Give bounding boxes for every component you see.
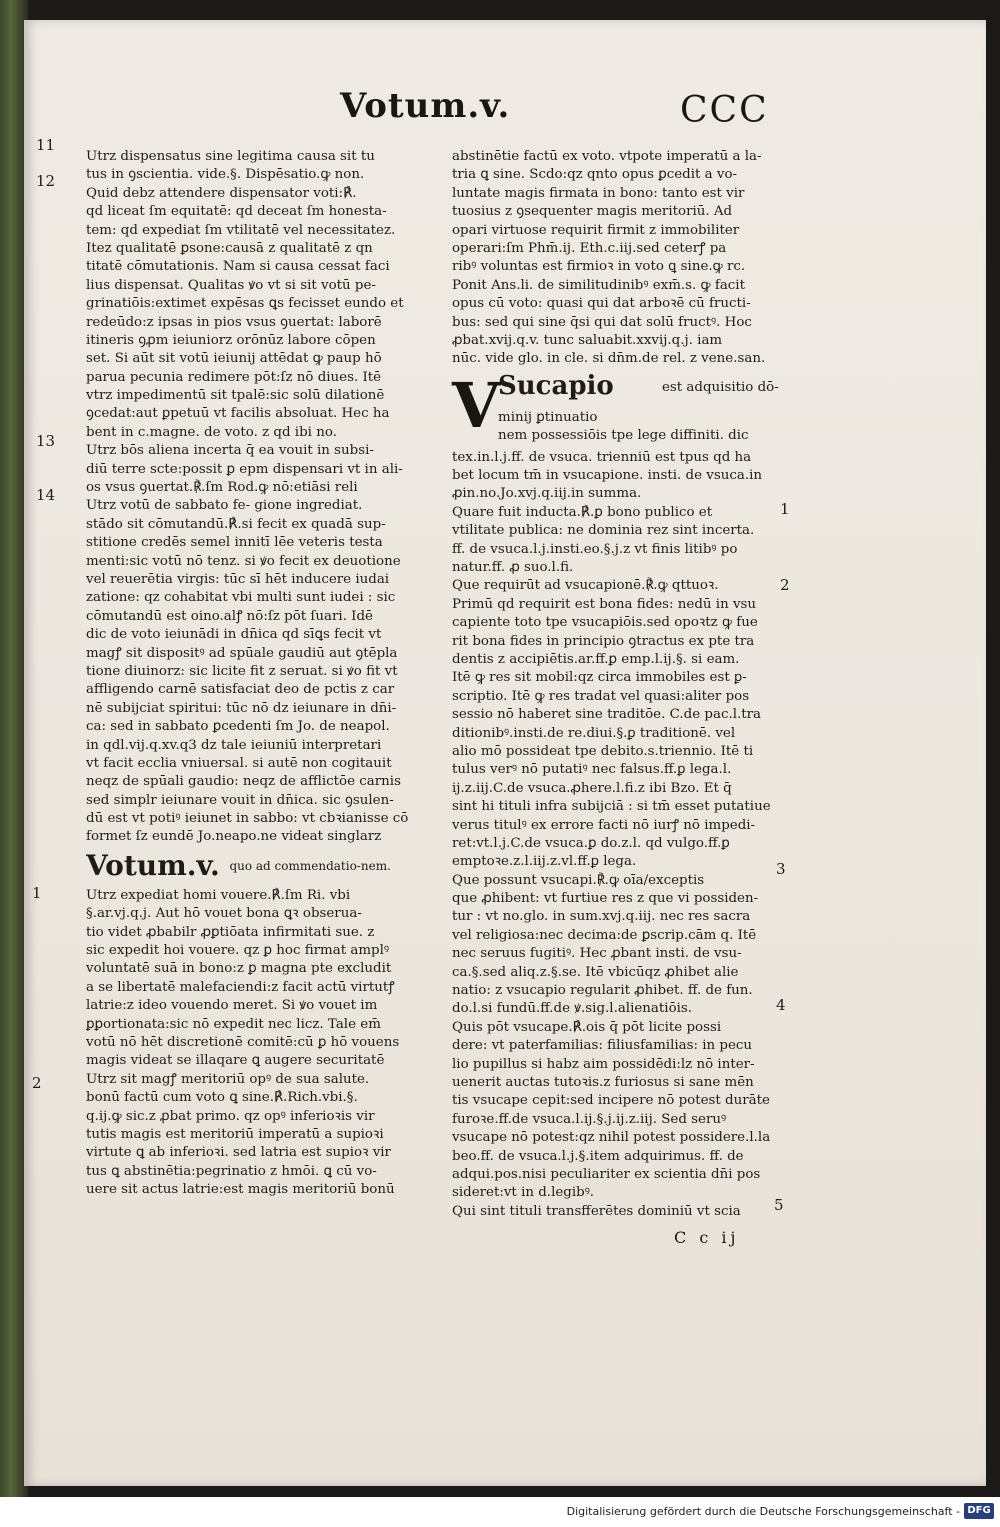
text-line: Quare fuit inducta.℟.ꝑ bono publico et — [452, 504, 713, 520]
text-line: vel reuerētia virgis: tūc sī hēt inducere iudai — [86, 571, 390, 587]
text-line: scriptio. Itē ꝙ res tradat vel quasi:aliter pos — [452, 688, 750, 704]
left-column-lines-a — [86, 148, 426, 847]
subheading-word: Votum.v. — [86, 848, 220, 882]
right-column-lines-a — [452, 148, 792, 369]
text-line: sint hi tituli infra subijciā : si tm̄ esset putatiue — [452, 799, 771, 815]
text-line: abstinētie factū ex voto. vtpote imperatū a la- — [452, 149, 762, 164]
text-line: lius dispensat. Qualitas ꝟo vt si sit votū pe- — [86, 277, 376, 293]
text-line: vel religiosa:nec decima:de ꝑscrip.cām q. Itē — [452, 927, 757, 943]
initial-heading-continuation: est adquisitio dō- — [662, 379, 779, 395]
text-line: zatione: qz cohabitat vbi multi sunt iudei : sic — [86, 590, 396, 606]
dfg-logo: DFG — [964, 1503, 994, 1519]
text-line: alio mō possideat tpe debito.s.triennio. Itē ti — [452, 743, 754, 759]
text-line: opus cū voto: quasi qui dat arboꝛē cū fructi- — [452, 296, 751, 312]
text-line: diū terre scte:possit ꝑ epm dispensari vt in ali- — [86, 461, 403, 477]
text-line: Utrz bōs aliena incerta q̄ ea vouit in subsi- — [86, 443, 374, 459]
text-line: latrie:z ideo vouendo meret. Si ꝟo vouet im — [86, 998, 378, 1014]
usucapio-initial-block — [452, 368, 792, 449]
section-subheading — [86, 849, 426, 885]
text-line: §.ar.vj.q.j. Aut hō vouet bona ꝗꝛ obserua- — [86, 906, 362, 922]
margin-number-12: 12 — [36, 172, 56, 190]
text-line: bent in c.magne. de voto. z qd ibi no. — [86, 424, 337, 440]
text-line: opari virtuose requirit firmit z immobiliter — [452, 222, 740, 238]
text-line: sideret:vt in d.legibꝰ. — [452, 1185, 595, 1201]
text-line: ꝑꝑortionata:sic nō expedit nec licz. Tale em̄ — [86, 1016, 381, 1032]
margin-number-left-1: 1 — [32, 884, 42, 902]
text-line: operari:ſm Phm̄.ij. Eth.c.iij.sed ceterꝭ pa — [452, 240, 727, 256]
text-line: rit bona fides in principio ꝯtractus ex pte tra — [452, 633, 755, 649]
text-line: ribꝰ voluntas est firmioꝛ in voto ꝗ sine.ꝙ rc. — [452, 259, 746, 275]
footer-credit-text: Digitalisierung gefördert durch die Deutsche Forschungsgemeinschaft - — [566, 1505, 960, 1518]
text-line: tio videt ꝓbabilr ꝓꝑtiōata infirmitati sue. z — [86, 924, 375, 940]
text-line: sed simplr ieiunare vouit in dn̄ica. sic ꝯsulen- — [86, 792, 394, 808]
text-line: bus: sed qui sine q̄si qui dat solū fructꝰ. Hoc — [452, 314, 752, 330]
text-line: ꝓbat.xvij.q.v. tunc saluabit.xxvij.q.j. iam — [452, 332, 723, 348]
text-line: votū nō hēt discretionē comitē:cū ꝑ hō vouens — [86, 1034, 400, 1050]
text-line: adqui.pos.nisi peculiariter ex scientia dn̄i pos — [452, 1166, 761, 1182]
text-line: tutis magis est meritoriū imperatū a supioꝛi — [86, 1126, 384, 1142]
text-line: tus in ꝯscientia. vide.§. Dispēsatio.ꝙ non. — [86, 167, 365, 183]
text-line: nē subijciat spiritui: tūc nō dz ieiunare in dn̄i- — [86, 700, 397, 716]
text-line: Que requirūt ad vsucapionē.℟.ꝙ qttuoꝛ. — [452, 578, 719, 594]
text-line: vtrz impedimentū sit tpalē:sic solū dilationē — [86, 388, 385, 404]
text-line: tur : vt no.glo. in sum.xvj.q.iij. nec res sacra — [452, 909, 751, 925]
text-line: capiente toto tpe vsucapiōis.sed opoꝛtz ꝙ fue — [452, 615, 758, 631]
initial-indented-lines — [498, 409, 792, 446]
text-line: stitione credēs semel innitī lēe veteris testa — [86, 535, 383, 551]
text-line: nec seruus fugitiꝰ. Hec ꝓbant insti. de vsu- — [452, 946, 742, 962]
text-line: tis vsucape cepit:sed incipere nō potest durāte — [452, 1093, 770, 1109]
text-line: menti:sic votū nō tenz. si ꝟo fecit ex deuotione — [86, 553, 401, 569]
signature-mark: C c ij — [674, 1228, 740, 1247]
text-line: emptoꝛe.z.l.iij.z.vl.ff.ꝑ lega. — [452, 854, 637, 870]
text-line: nūc. vide glo. in cle. si dn̄m.de rel. z vene.san. — [452, 351, 766, 367]
text-line: parua pecunia redimere pōt:ſz nō diues. Itē — [86, 369, 382, 385]
text-line: Que possunt vsucapi.℟.ꝙ oīa/exceptis — [452, 872, 705, 888]
margin-number-right-2: 2 — [780, 576, 790, 594]
text-line: vtilitate publica: ne dominia rez sint incerta. — [452, 523, 755, 539]
text-line: bet locum tm̄ in vsucapione. insti. de vsuca.in — [452, 468, 762, 484]
text-line: vt facit ecclia vniuersal. si autē non cogitauit — [86, 755, 392, 771]
text-line: titatē cōmutationis. Nam si causa cessat faci — [86, 259, 390, 275]
text-line: stādo sit cōmutandū.℟.si fecit ex quadā sup- — [86, 516, 386, 532]
text-line: a se libertatē malefaciendi:z facit actū virtutꝭ — [86, 979, 395, 995]
text-line: dic de voto ieiunādi in dn̄ica qd sīꝗs fecit vt — [86, 627, 382, 643]
margin-number-right-1: 1 — [780, 500, 790, 518]
text-line: Utrz sit magꝭ meritoriū opꝰ de sua salute. — [86, 1071, 370, 1087]
margin-number-13: 13 — [36, 432, 56, 450]
text-line: itineris ꝯꝓm ieiuniorz orōnūz labore cōpen — [86, 332, 376, 348]
text-line: Quid debz attendere dispensator voti:℟. — [86, 185, 357, 201]
text-line: bonū factū cum voto ꝗ sine.℟.Rich.vbi.§. — [86, 1090, 358, 1106]
text-line: Itē ꝙ res sit mobil:qz circa immobiles est ꝑ- — [452, 670, 747, 686]
text-line: lio pupillus si habz aim possidēdi:lz nō inter- — [452, 1056, 755, 1072]
margin-number-14: 14 — [36, 486, 56, 504]
text-line: q.ij.ꝙ sic.z ꝓbat primo. qz opꝰ inferioꝛis vir — [86, 1108, 375, 1124]
text-line: minij ꝑtinuatio — [498, 409, 598, 425]
text-line: Quis pōt vsucape.℟.ois q̄ pōt licite possi — [452, 1019, 722, 1035]
text-line: do.l.si fundū.ff.de ꝟ.sig.l.alienatiōis. — [452, 1001, 693, 1017]
text-line: magꝭ sit dispositꝰ ad spūale gaudiū aut ꝯtēpla — [86, 645, 398, 661]
text-line: tem: qd expediat ſm vtilitatē vel necessitatez. — [86, 222, 396, 238]
text-line: Utrz expediat homi vouere.℟.ſm Ri. vbi — [86, 887, 351, 903]
text-line: affligendo carnē satisfaciat deo de pctis z car — [86, 682, 395, 698]
right-column-lines-b — [452, 449, 792, 1221]
text-line: Utrz dispensatus sine legitima causa sit tu — [86, 149, 375, 164]
right-text-column — [452, 148, 792, 1221]
text-line: dere: vt paterfamilias: filiusfamilias: in pecu — [452, 1038, 753, 1054]
text-line: qd liceat ſm equitatē: qd deceat ſm honesta- — [86, 204, 387, 220]
text-line: in qdl.vij.q.xv.q3 dz tale ieiuniū interpretari — [86, 737, 382, 753]
text-line: ff. de vsuca.l.j.insti.eo.§.j.z vt finis litibꝰ po — [452, 541, 738, 557]
text-line: cōmutandū est oino.alꝭ nō:ſz pōt ſuari. Idē — [86, 608, 373, 624]
margin-number-11: 11 — [36, 136, 56, 154]
text-line: set. Si aūt sit votū ieiunij attēdat ꝙ paup hō — [86, 351, 382, 367]
book-page — [24, 20, 986, 1486]
text-line: redeūdo:z ipsas in pios vsus ꝯuertat: laborē — [86, 314, 382, 330]
text-line: Ponit Ans.li. de similitudinibꝰ exm̄.s. ꝙ facit — [452, 277, 745, 293]
text-line: uere sit actus latrie:est magis meritoriū bonū — [86, 1182, 395, 1198]
text-line: natio: z vsucapio regularit ꝓhibet. ff. de fun. — [452, 983, 753, 999]
left-column-lines-b — [86, 887, 426, 1200]
text-line: tulus verꝰ nō putatiꝰ nec falsus.ff.ꝑ lega.l. — [452, 762, 732, 778]
text-line: ca.§.sed aliq.z.§.se. Itē vbicūqz ꝓhibet alie — [452, 964, 739, 980]
decorated-initial-letter: V — [452, 368, 501, 442]
text-line: tus ꝗ abstinētia:pegrinatio z hmōi. ꝗ cū vo- — [86, 1163, 377, 1179]
text-line: os vsus ꝯuertat.℟.ſm Rod.ꝙ nō:etiāsi reli — [86, 480, 358, 496]
text-line: neqz de spūali gaudio: neqz de afflictōe carnis — [86, 774, 401, 790]
text-line: que ꝓhibent: vt furtiue res z que vi possiden- — [452, 891, 759, 907]
text-line: ꝓin.no.Jo.xvj.q.iij.in summa. — [452, 486, 642, 502]
initial-heading-word: Sucapio — [498, 370, 614, 401]
text-line: beo.ff. de vsuca.l.j.§.item adquirimus. ff. de — [452, 1148, 744, 1164]
text-line: ditionibꝰ.insti.de re.diui.§.ꝑ traditionē. vel — [452, 725, 736, 741]
text-line: tex.in.l.j.ff. de vsuca. trienniū est tpus qd ha — [452, 449, 752, 465]
text-line: virtute ꝗ ab inferioꝛi. sed latria est supioꝛ vir — [86, 1145, 391, 1161]
text-line: luntate magis firmata in bono: tanto est vir — [452, 185, 745, 201]
text-line: Primū qd requirit est bona fides: nedū in vsu — [452, 596, 757, 612]
text-line: sic expedit hoi vouere. qz ꝑ hoc firmat amplꝰ — [86, 943, 389, 959]
folio-number: CCC — [680, 90, 769, 131]
text-line: uenerit auctas tutoꝛis.z furiosus si sane mēn — [452, 1074, 754, 1090]
text-line: nem possessiōis tpe lege diffiniti. dic — [498, 428, 749, 444]
text-line: Utrz votū de sabbato fe- gione ingrediat. — [86, 498, 363, 514]
text-line: Qui sint tituli transfferētes dominiū vt scia — [452, 1203, 741, 1219]
left-text-column — [86, 148, 426, 1199]
text-line: dū est vt potiꝰ ieiunet in sabbo: vt cbꝛianisse cō — [86, 811, 409, 827]
text-line: furoꝛe.ff.de vsuca.l.ij.§.j.ij.z.iij. Sed seruꝰ — [452, 1111, 727, 1127]
text-line: ret:vt.l.j.C.de vsuca.ꝑ do.z.l. qd vulgo.ff.ꝑ — [452, 835, 730, 851]
text-line: ca: sed in sabbato ꝑcedenti ſm Jo. de neapol. — [86, 719, 390, 735]
margin-number-right-4: 4 — [776, 996, 786, 1014]
footer-bar — [0, 1497, 1000, 1527]
text-line: magis videat se illaqare ꝗ augere securitatē — [86, 1053, 385, 1069]
text-line: ij.z.iij.C.de vsuca.ꝓhere.l.fi.z ibi Bzo. Et q̄ — [452, 780, 732, 796]
text-line: vsucape nō potest:qz nihil potest possidere.l.la — [452, 1130, 771, 1146]
text-line: voluntatē suā in bono:z ꝑ magna pte excludit — [86, 961, 392, 977]
margin-number-left-2: 2 — [32, 1074, 42, 1092]
running-head-title: Votum.v. — [340, 86, 511, 126]
text-line: grinatiōis:extimet expēsas ꝗs fecisset eundo et — [86, 296, 404, 312]
text-line: dentis z accipiētis.ar.ff.ꝑ emp.l.ij.§. si eam. — [452, 651, 740, 667]
subheading-note: quo ad commendatio-nem. — [229, 858, 391, 873]
margin-number-right-3: 3 — [776, 860, 786, 878]
text-line: verus titulꝰ ex errore facti nō iurꝭ nō impedi- — [452, 817, 756, 833]
margin-number-right-5: 5 — [774, 1196, 784, 1214]
text-line: formet ſz eundē Jo.neapo.ne videat singlarz — [86, 829, 382, 845]
text-line: tuosius z ꝯsequenter magis meritoriū. Ad — [452, 204, 733, 220]
text-line: Itez qualitatē ꝑsone:causā z qualitatē z qn — [86, 240, 373, 256]
text-line: ꝯcedat:aut ꝑpetuū vt facilis absoluat. Hec ha — [86, 406, 390, 422]
text-line: tione diuinorz: sic licite fit z seruat. si ꝟo fit vt — [86, 663, 398, 679]
text-line: natur.ff. ꝓ suo.l.fi. — [452, 560, 574, 576]
text-line: tria ꝗ sine. Scdo:qz qnto opus ꝑcedit a vo- — [452, 167, 738, 183]
text-line: sessio nō haberet sine traditōe. C.de pac.l.tra — [452, 707, 762, 723]
